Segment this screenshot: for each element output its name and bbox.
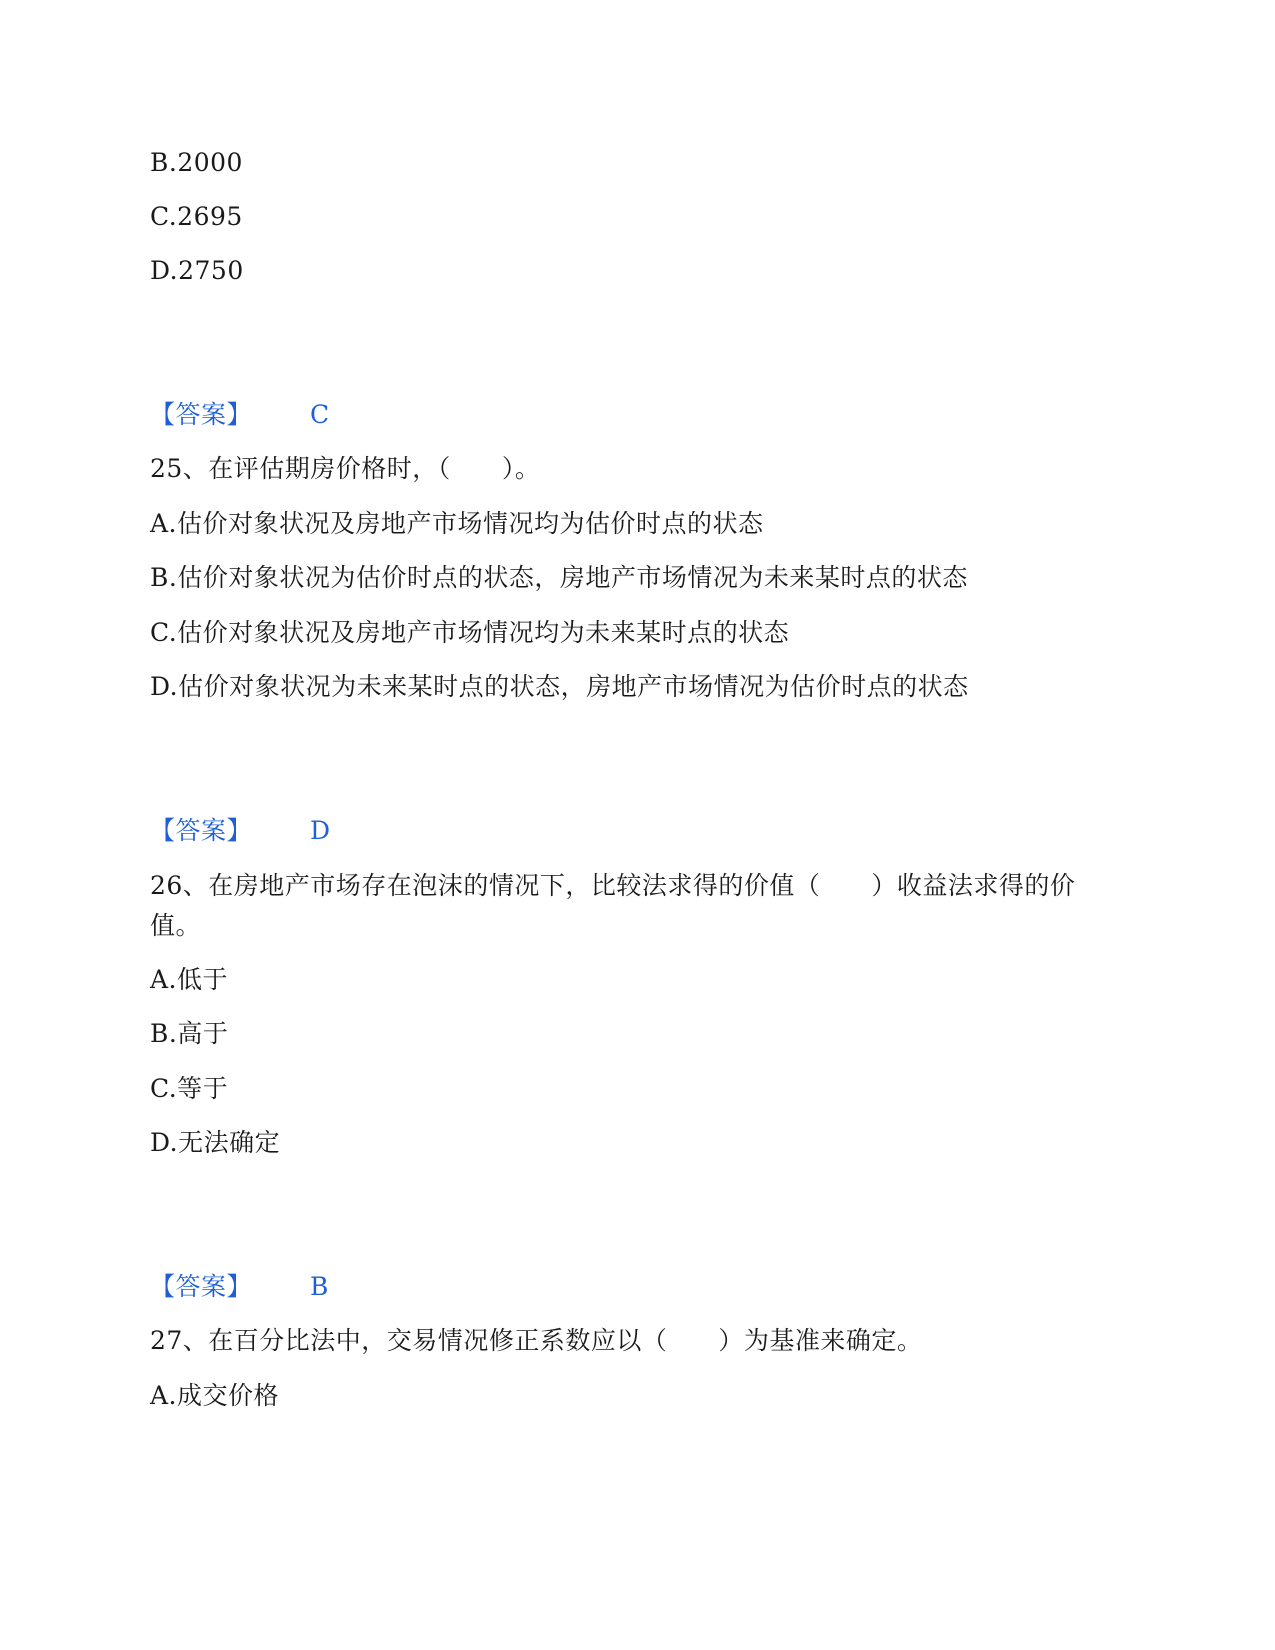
option-d: D.2750 [150, 256, 244, 285]
question-27-stem: 27、在百分比法中，交易情况修正系数应以（ ）为基准来确定。 [150, 1326, 923, 1355]
answer-line [150, 398, 330, 432]
q26-option-d: D.无法确定 [150, 1128, 281, 1157]
answer-tag: 【答案】 [150, 1272, 253, 1301]
question-25-stem: 25、在评估期房价格时，（ ）。 [150, 454, 541, 483]
option-c: C.2695 [150, 202, 243, 231]
q27-option-a: A.成交价格 [150, 1381, 280, 1410]
q25-option-c: C.估价对象状况及房地产市场情况均为未来某时点的状态 [150, 618, 790, 647]
answer-value: C [310, 400, 330, 429]
option-b: B.2000 [150, 148, 243, 177]
question-26-stem: 26、在房地产市场存在泡沫的情况下，比较法求得的价值（ ）收益法求得的价值。 [150, 871, 1076, 940]
q25-answer-line [150, 814, 331, 848]
q26-answer-line [150, 1270, 329, 1304]
q26-option-b: B.高于 [150, 1019, 229, 1048]
q25-option-d: D.估价对象状况为未来某时点的状态，房地产市场情况为估价时点的状态 [150, 672, 969, 701]
q25-option-a: A.估价对象状况及房地产市场情况均为估价时点的状态 [150, 509, 764, 538]
q26-option-c: C.等于 [150, 1074, 229, 1103]
q26-option-a: A.低于 [150, 965, 229, 994]
answer-value: D [310, 816, 331, 845]
answer-tag: 【答案】 [150, 400, 253, 429]
answer-value: B [310, 1272, 329, 1301]
answer-tag: 【答案】 [150, 816, 253, 845]
q25-option-b: B.估价对象状况为估价时点的状态，房地产市场情况为未来某时点的状态 [150, 563, 968, 592]
